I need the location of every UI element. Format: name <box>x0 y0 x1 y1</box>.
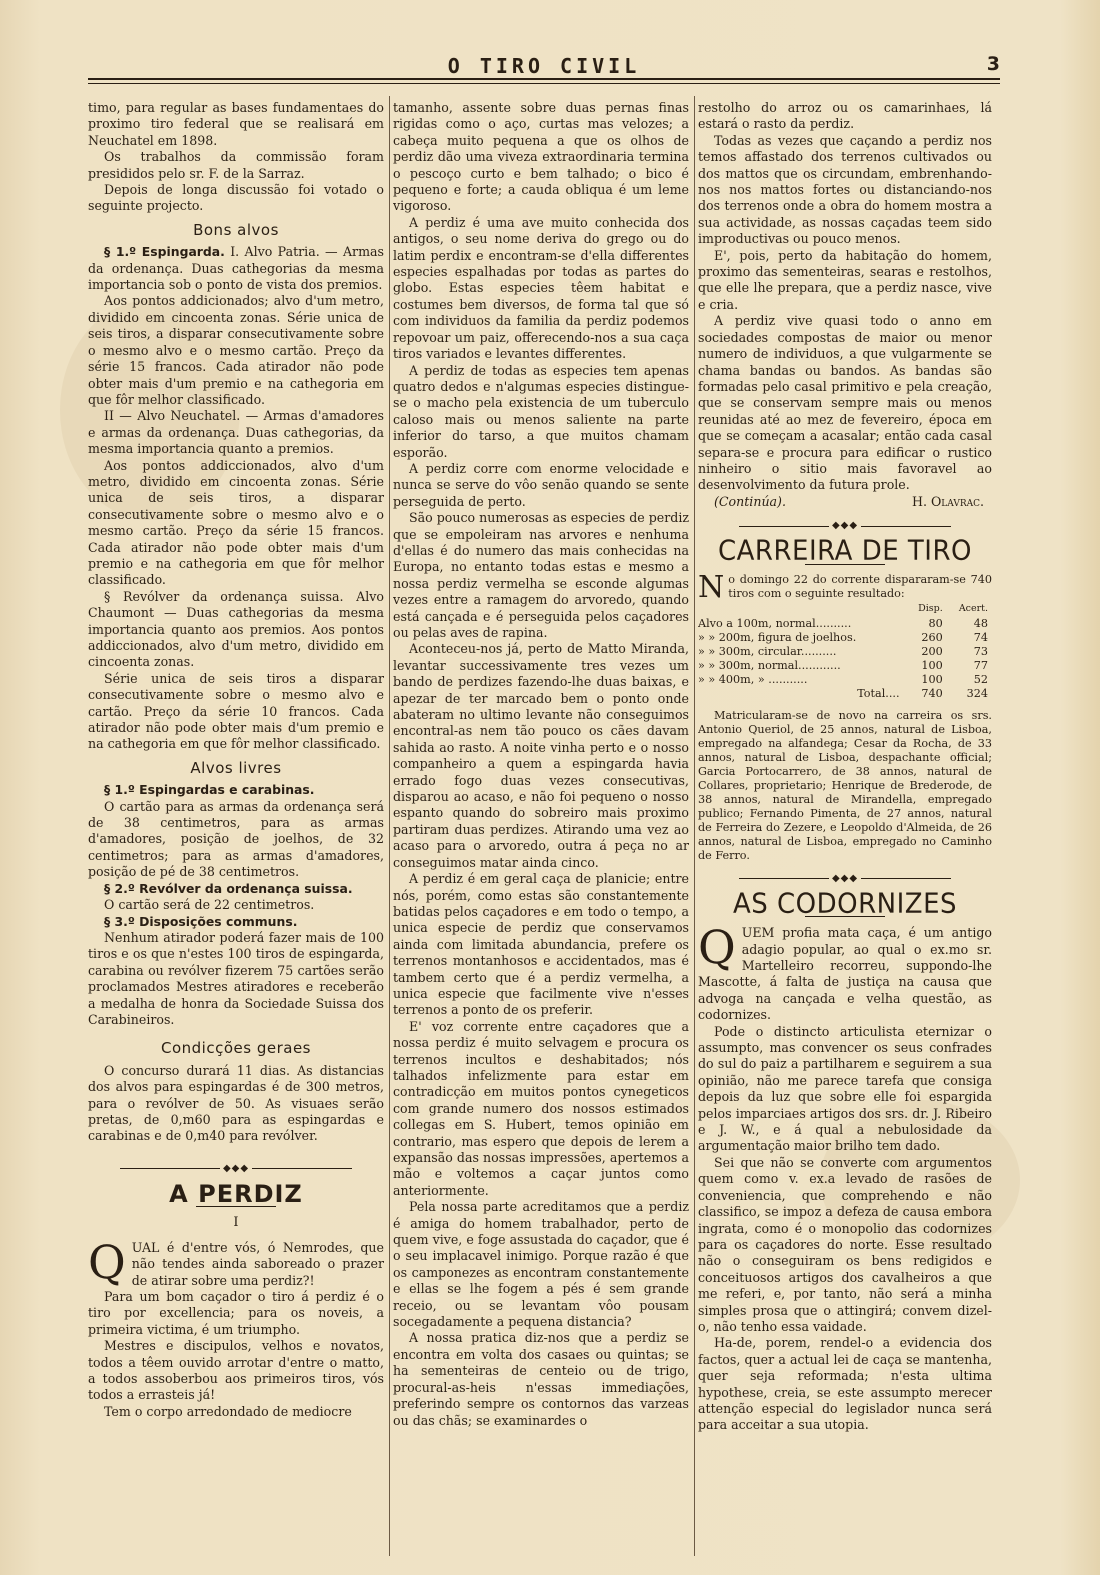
paragraph: Mestres e discipulos, velhos e novatos, todos a têem ouvido arrotar d'entre o matto, a todos assoberbou aos primeiros tiros, vós todos a errasteis já! <box>88 1338 384 1403</box>
page-header <box>88 48 1000 88</box>
paragraph: A perdiz corre com enorme velocidade e nunca se serve do vôo senão quando se sente perseguida de perto. <box>393 460 689 509</box>
table-cell: 74 <box>973 630 988 644</box>
paragraph: Matricularam-se de novo na carreira os srs. Antonio Queriol, de 25 annos, natural de Lisboa, empregado na alfandega; Cesar da Rocha, de 33 annos, natural de Lisboa, despachante official; Garcia Portocarrero, de 38 annos, natural de Collares, proprietario; Henrique de Brederode, de 38 annos, natural de Mirandella, empregado publico; Fernando Pimenta, de 27 annos, natural de Ferreira do Zezere, e Leopoldo d'Almeida, de 26 annos, natural de Lisboa, empregado no Caminho de Ferro. <box>698 708 992 862</box>
table-cell: Alvo a 100m, normal.......... <box>698 616 852 630</box>
paragraph: A nossa pratica diz-nos que a perdiz se encontra em volta dos casaes ou quintas; se ha sementeiras de centeio ou de trigo, procural-as-heis n'essas immediações, preferindo sempre os contornos das varzeas ou das chãs; se examinardes o <box>393 1330 689 1428</box>
table-cell: 260 <box>921 630 943 644</box>
paragraph: Para um bom caçador o tiro á perdiz é o tiro por excellencia; para os noveis, a primeira victima, é um triumpho. <box>88 1288 384 1337</box>
table-header-row <box>698 601 992 617</box>
paragraph: Aos pontos addicionados; alvo d'um metro, dividido em cincoenta zonas. Série unica de seis tiros, a disparar consecutivamente sobre o mesmo alvo e o mesmo cartão. Preço da série 15 francos. Cada atirador não pode obter mais d'um premio e na cathegoria em que fôr melhor classificado. <box>88 293 384 407</box>
table-row <box>698 617 992 631</box>
page-number: 3 <box>986 53 1000 75</box>
section-heading: Condicções geraes <box>161 1039 311 1058</box>
paragraph: Ha-de, porem, rendel-o a evidencia dos factos, quer a actual lei de caça se mantenha, quer seja reformada; n'esta ultima hypothese, creia, se este assumpto merecer attenção especial do legislador nunca será para acceitar a sua utopia. <box>698 1335 992 1433</box>
paragraph: O concurso durará 11 dias. As distancias dos alvos para espingardas é de 300 metros, para o revólver de 50. As visuaes serão pretas, de 0,m60 para as espingardas e carabinas e de 0,m40 para revólver. <box>88 1062 384 1144</box>
table-row <box>698 659 992 673</box>
paragraph: tamanho, assente sobre duas pernas finas rigidas como o aço, curtas mas velozes; a cabeça muito pequena a que os olhos de perdiz dão uma viveza extraordinaria termina o pescoço curto e bem talhado; o bico é pequeno e forte; a cauda obliqua é um leme vigoroso. <box>393 100 689 214</box>
chapter-number: I <box>233 1215 239 1231</box>
article-title: CARREIRA DE TIRO <box>717 535 973 568</box>
table-cell: 77 <box>973 658 988 672</box>
header-rule <box>88 83 1000 84</box>
table-cell: 73 <box>973 644 988 658</box>
paragraph: restolho do arroz ou os camarinhaes, lá estará o rasto da perdiz. <box>698 100 992 132</box>
paragraph: Sei que não se converte com argumentos quem como v. ex.a levado de rasões de conveniencia, que comprehendo e não classifico, se impoz a defeza de causa embora ingrata, como é o monopolio das codornizes para os caçadores do norte. Esse resultado não o conseguiram os bens redigidos e conceituosos artigos dos cavalheiros a que me referi, e, por tanto, não será a minha simples prosa que o attingirá; convem dizel-o, não tenho essa vaidade. <box>698 1154 992 1334</box>
header-rule <box>88 78 1000 80</box>
table-header-cell <box>698 601 908 617</box>
table-cell: 200 <box>921 644 943 658</box>
table-row <box>698 645 992 659</box>
column-1 <box>88 100 384 1560</box>
table-cell: » » 300m, normal............ <box>698 658 841 672</box>
paragraph: Pela nossa parte acreditamos que a perdiz é amiga do homem trabalhador, perto de quem vive, e foge assustada do caçador, que é o seu implacavel inimigo. Porque razão é que os camponezes as encontram constantemente e ellas se lhe fogem a pés é sem grande receio, ou se levantam vôo pousam socegadamente a pequena distancia? <box>393 1199 689 1330</box>
ornament-line <box>739 878 829 879</box>
table-cell: Total.... <box>857 686 900 700</box>
paragraph: A perdiz é em geral caça de planicie; entre nós, porém, como estas são constantemente batidas pelos caçadores e em todo o tempo, a unica especie de perdiz que conservamos ainda com limitada abundancia, prefere os terrenos montanhosos e accidentados, mas é tambem certo que é a perdiz vermelha, a unica especie que facilmente vive n'esses terrenos a ponto de os preferir. <box>393 871 689 1018</box>
ornament-line <box>861 878 951 879</box>
section-label: § 3.º Disposições communs. <box>104 913 298 929</box>
paragraph <box>88 881 384 897</box>
ornament-line <box>739 526 829 527</box>
ornament-diamonds: ◆◆◆ <box>222 1162 250 1174</box>
paragraph <box>88 782 384 798</box>
paragraph: Todas as vezes que caçando a perdiz nos temos affastado dos terrenos cultivados ou dos mattos que os circundam, embrenhando-nos nos mattos fortes ou distanciando-nos dos terrenos onde a obra do homem mostra a sua actividade, as nossas caçadas teem sido improductivas ou pouco menos. <box>698 132 992 247</box>
paragraph: São pouco numerosas as especies de perdiz que se empoleiram nas arvores e nenhuma d'ellas é do numero das mais conhecidas na Europa, no entanto todas estas e mesmo a nossa perdiz vermelha se esconde algumas vezes entre a ramagem do arvoredo, quando está cançada e é perseguida pelos caçadores ou pelas aves de rapina. <box>393 510 689 640</box>
table-cell: 324 <box>966 686 988 700</box>
section-heading: Bons alvos <box>193 220 279 239</box>
section-heading: Alvos livres <box>190 758 282 777</box>
ornament-divider <box>88 1161 384 1178</box>
ornament-line <box>252 1168 352 1169</box>
paragraph: timo, para regular as bases fundamentaes do proximo tiro federal que se realisará em Neuchatel em 1898. <box>88 100 384 148</box>
paragraph: O cartão para as armas da ordenança será de 38 centimetros, para as armas d'amadores, posição de joelhos, de 32 centimetros; para as armas d'amadores, posição de pé de 38 centimetros. <box>88 798 384 880</box>
drop-cap: Q <box>88 1234 126 1289</box>
article-title: AS CODORNIZES <box>732 888 958 920</box>
paragraph <box>698 920 992 1023</box>
drop-cap: N <box>698 569 725 605</box>
drop-cap: Q <box>698 920 736 975</box>
paragraph: II — Alvo Neuchatel. — Armas d'amadores e armas da ordenança. Duas cathegorias, da mesma importancia quanto a premios. <box>88 408 384 457</box>
table-row <box>698 673 992 687</box>
paragraph: Pode o distincto articulista eternizar o assumpto, mas convencer os seus confrades do sul do paiz a partilharem e seguirem a sua opinião, não me parece tarefa que consiga depois da luz que sobre elle foi espargida pelos imparciaes artigos dos srs. dr. J. Ribeiro e J. W., e á qual a nebulosidade da argumentação maior brilho tem dado. <box>698 1023 992 1154</box>
paragraph-text: o domingo 22 do corrente dispararam-se 740 tiros com o seguinte resultado: <box>728 572 992 600</box>
paragraph: Aos pontos addiccionados, alvo d'um metro, dividido em cincoenta zonas. Série unica de seis tiros, a disparar consecutivamente sobre o mesmo alvo e o mesmo cartão. Preço da série 15 francos. Cada atirador não pode obter mais d'um premio e na cathegoria em que fôr melhor classificado. <box>88 457 384 588</box>
paragraph <box>698 569 992 605</box>
table-row <box>698 631 992 645</box>
ornament-divider <box>698 518 992 535</box>
paragraph: § Revólver da ordenança suissa. Alvo Chaumont — Duas cathegorias da mesma importancia quanto aos premios. Aos pontos addiccionados, alvo d'um metro, dividido em cincoenta zonas. <box>88 588 384 670</box>
table-cell: 100 <box>921 672 943 686</box>
paragraph: Série unica de seis tiros a disparar consecutivamente sobre o mesmo alvo e cartão. Preço da série 10 francos. Cada atirador não pode obter mais d'um premio e na cathegoria em que fôr melhor classificado. <box>88 670 384 752</box>
paragraph: A perdiz vive quasi todo o anno em sociedades compostas de maior ou menor numero de individuos, a que vulgarmente se chama bandas ou bandos. As bandas são formadas pelo casal primitivo e pela creação, que se conservam sempre mais ou menos reunidas até ao mez de fevereiro, época em que se começam a acasalar; então cada casal separa-se e procura para edificar o rustico ninheiro o sitio mais favoravel ao desenvolvimento da futura prole. <box>698 313 992 493</box>
table-cell: 100 <box>921 658 943 672</box>
paragraph-text: UEM profia mata caça, é um antigo adagio popular, ao qual o ex.mo sr. Martelleiro recorreu, suppondo-lhe Mascotte, á falta de justiça na causa que advoga na cançada e velha questão, as codornizes. <box>698 925 992 1023</box>
paragraph: E', pois, perto da habitação do homem, proximo das sementeiras, searas e restolhos, que elle lhe prepara, que a perdiz nasce, vive e cria. <box>698 247 992 312</box>
paragraph: A perdiz é uma ave muito conhecida dos antigos, o seu nome deriva do grego ou do latim perdix e encontram-se d'ella differentes especies espalhadas por todas as partes do globo. Estas especies têem habitat e costumes bem diversos, de forma tal que só com individuos da familia da perdiz podemos repovoar um paiz, offerecendo-nos a sua caça tiros variados e levantes differentes. <box>393 214 689 362</box>
paragraph: E' voz corrente entre caçadores que a nossa perdiz é muito selvagem e procura os terrenos incultos e deshabitados; nós talhados infelizmente para estar em contradicção em muitos pontos cynegeticos com grande numero dos nossos estimados collegas em S. Hubert, temos opinião em contrario, mas espero que depois de lerem a expansão das nossas impressões, apertemos a mão e voltemos a caçar juntos como anteriormente. <box>393 1018 689 1198</box>
paragraph: Aconteceu-nos já, perto de Matto Miranda, levantar successivamente tres vezes um bando de perdizes fazendo-lhe duas baixas, e apezar de ter marcado bem o ponto onde abateram no ultimo levante não conseguimos encontral-as nem tão pouco os cães davam sahida ao rasto. A noite vinha perto e o nosso companheiro a quem a espingarda havia errado fogo duas vezes consecutivas, disparou ao acaso, e não foi pequeno o nosso espanto quando do sobreiro mais proximo partiram duas perdizes. Atirando uma vez ao acaso para o arvoredo, outra á peça no ar conseguimos matar ainda cinco. <box>393 641 689 870</box>
continued-note: (Continúa). <box>714 493 786 509</box>
paragraph: O cartão será de 22 centimetros. <box>104 897 315 913</box>
column-2 <box>393 100 689 1560</box>
table-header-cell: Acert. <box>958 602 988 614</box>
table-total-row <box>698 687 992 701</box>
ornament-diamonds: ◆◆◆ <box>831 520 859 532</box>
table-header-cell: Disp. <box>918 602 943 614</box>
ornament-diamonds: ◆◆◆ <box>831 872 859 884</box>
table-cell: » » 400m, » ........... <box>698 672 808 686</box>
paragraph: Tem o corpo arredondado de mediocre <box>104 1403 352 1419</box>
paragraph: Depois de longa discussão foi votado o seguinte projecto. <box>88 182 384 214</box>
paragraph <box>88 1234 384 1289</box>
column-3 <box>698 100 992 1560</box>
table-cell: » » 300m, circular.......... <box>698 644 837 658</box>
paragraph-text: UAL é d'entre vós, ó Nemrodes, que não tendes ainda saboreado o prazer de atirar sobre uma perdiz?! <box>131 1239 384 1288</box>
ornament-line <box>861 526 951 527</box>
table-cell: 80 <box>928 616 943 630</box>
paragraph: Nenhum atirador poderá fazer mais de 100 tiros e os que n'estes 100 tiros de espingarda, carabina ou revólver fizerem 75 cartões serão proclamados Mestres atiradores e receberão a medalha de honra da Sociedade Suissa dos Carabineiros. <box>88 929 384 1027</box>
article-signature <box>698 494 992 510</box>
article-title: A PERDIZ <box>169 1179 303 1208</box>
table-cell: 48 <box>973 616 988 630</box>
newspaper-title: O TIRO CIVIL <box>447 54 641 78</box>
section-label: § 1.º Espingardas e carabinas. <box>104 782 315 798</box>
results-table <box>698 601 992 701</box>
ornament-divider <box>698 871 992 888</box>
paragraph-text: I. Alvo Patria. — Armas da ordenança. Duas cathegorias da mesma importancia sob o ponto de vista dos premios. <box>88 244 384 293</box>
table-cell: 740 <box>921 686 943 700</box>
section-label: § 2.º Revólver da ordenança suissa. <box>104 880 353 896</box>
section-label: § 1.º Espingarda. <box>104 244 225 260</box>
paragraph <box>88 244 384 293</box>
column-divider <box>389 96 390 1556</box>
author-name: H. Olavrac. <box>911 493 984 509</box>
paragraph: Os trabalhos da commissão foram presididos pelo sr. F. de la Sarraz. <box>88 149 384 181</box>
paragraph: A perdiz de todas as especies tem apenas quatro dedos e n'algumas especies distingue-se o macho pela existencia de um tuberculo caloso mais ou menos saliente na parte inferior do tarso, a que muitos chamam esporão. <box>393 362 689 460</box>
ornament-line <box>120 1168 220 1169</box>
table-cell: 52 <box>973 672 988 686</box>
paragraph <box>88 914 384 930</box>
column-divider <box>694 96 695 1556</box>
table-cell: » » 200m, figura de joelhos. <box>698 630 857 644</box>
